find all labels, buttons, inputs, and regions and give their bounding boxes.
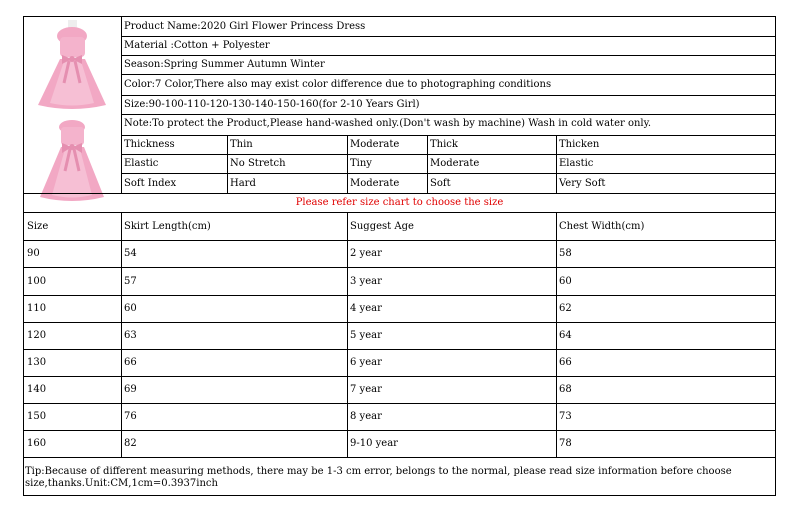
attribute-value: Elastic (559, 158, 594, 169)
cell-chest-width: 66 (559, 357, 572, 368)
attribute-value: Tiny (350, 158, 372, 169)
cell-size: 130 (27, 357, 47, 368)
attribute-label: Elastic (124, 158, 159, 169)
cell-size: 140 (27, 384, 47, 395)
attribute-value: Moderate (350, 178, 400, 189)
product-spec-sheet (23, 16, 776, 496)
attribute-value: Thicken (559, 139, 600, 150)
cell-chest-width: 73 (559, 411, 572, 422)
cell-size: 100 (27, 276, 47, 287)
cell-chest-width: 68 (559, 384, 572, 395)
cell-chest-width: 64 (559, 330, 572, 341)
header-suggest-age: Suggest Age (350, 221, 414, 232)
product-name: Product Name:2020 Girl Flower Princess Dress (124, 21, 366, 32)
cell-size: 120 (27, 330, 47, 341)
product-season: Season:Spring Summer Autumn Winter (124, 59, 325, 70)
cell-chest-width: 60 (559, 276, 572, 287)
attribute-value: Hard (230, 178, 256, 189)
attribute-value: Thick (430, 139, 458, 150)
cell-suggest-age: 8 year (350, 411, 382, 422)
header-chest-width: Chest Width(cm) (559, 221, 645, 232)
attribute-value: Moderate (430, 158, 480, 169)
cell-skirt-length: 69 (124, 384, 137, 395)
product-note: Note:To protect the Product,Please hand-washed only.(Don't wash by machine) Wash in cold water only. (124, 118, 652, 129)
product-material: Material :Cotton + Polyester (124, 40, 270, 51)
cell-suggest-age: 2 year (350, 248, 382, 259)
product-color: Color:7 Color,There also may exist color difference due to photographing conditions (124, 79, 552, 90)
cell-skirt-length: 60 (124, 303, 137, 314)
measurement-tip: Tip:Because of different measuring methods, there may be 1-3 cm error, belongs to the normal, please read size information before choose size,thanks.Unit:CM,1cm=0.3937inch (25, 466, 732, 489)
header-size: Size (27, 221, 49, 232)
cell-chest-width: 62 (559, 303, 572, 314)
attribute-value: Soft (430, 178, 451, 189)
attribute-value: Thin (230, 139, 253, 150)
cell-skirt-length: 54 (124, 248, 137, 259)
header-skirt-length: Skirt Length(cm) (124, 221, 211, 232)
cell-suggest-age: 3 year (350, 276, 382, 287)
cell-suggest-age: 4 year (350, 303, 382, 314)
attribute-label: Soft Index (124, 178, 177, 189)
attribute-value: Moderate (350, 139, 400, 150)
cell-skirt-length: 82 (124, 438, 137, 449)
cell-suggest-age: 9-10 year (350, 438, 398, 449)
cell-suggest-age: 7 year (350, 384, 382, 395)
cell-size: 110 (27, 303, 47, 314)
cell-chest-width: 58 (559, 248, 572, 259)
product-size: Size:90-100-110-120-130-140-150-160(for 2-10 Years Girl) (124, 99, 420, 110)
cell-size: 90 (27, 248, 40, 259)
cell-size: 160 (27, 438, 47, 449)
dress-photo-front (24, 17, 121, 112)
cell-skirt-length: 63 (124, 330, 137, 341)
cell-suggest-age: 5 year (350, 330, 382, 341)
attribute-value: Very Soft (559, 178, 606, 189)
cell-chest-width: 78 (559, 438, 572, 449)
cell-skirt-length: 57 (124, 276, 137, 287)
attribute-label: Thickness (124, 139, 175, 150)
cell-size: 150 (27, 411, 47, 422)
size-chart-notice: Please refer size chart to choose the size (295, 197, 504, 208)
cell-skirt-length: 76 (124, 411, 137, 422)
cell-suggest-age: 6 year (350, 357, 382, 368)
attribute-value: No Stretch (230, 158, 286, 169)
cell-skirt-length: 66 (124, 357, 137, 368)
